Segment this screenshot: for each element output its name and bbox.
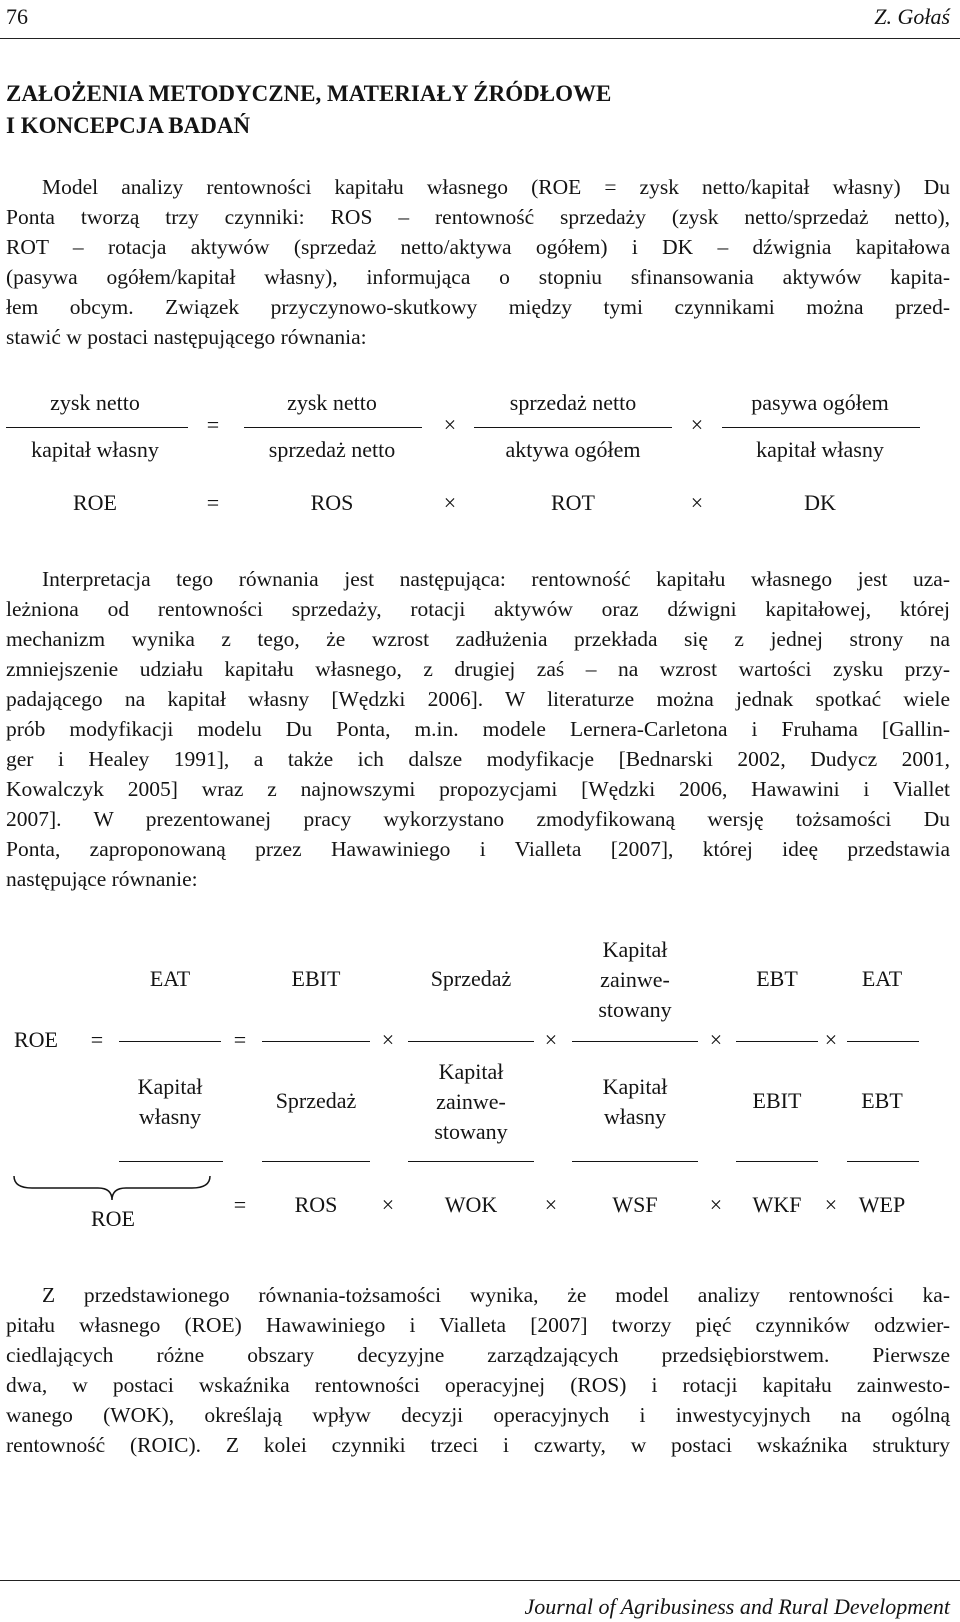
paragraph-line: (pasywa ogółem/kapitał własny), informująca o stopniu sfinansowania aktywów kapita- — [6, 265, 950, 289]
times-sign: × — [544, 1192, 558, 1217]
equals-sign: = — [90, 1027, 104, 1052]
running-author: Z. Gołaś — [874, 4, 950, 29]
fraction-bar — [408, 1041, 534, 1042]
paragraph-line: stawić w postaci następującego równania: — [6, 325, 367, 349]
page-number: 76 — [6, 4, 28, 29]
eq1-denominator: aktywa ogółem — [505, 437, 641, 462]
footer-rule — [0, 1580, 960, 1581]
fraction-bar — [736, 1041, 818, 1042]
fraction-bar — [262, 1041, 370, 1042]
paragraph-line: wanego (WOK), określają wpływ decyzji operacyjnych i inwestycyjnych na ogólną — [6, 1403, 950, 1427]
eq2-symbol-ros: ROS — [294, 1192, 338, 1217]
paragraph-line: ciedlających różne obszary decyzyjne zarządzających przedsiębiorstwem. Pierwsze — [6, 1343, 950, 1367]
eq2-numerator: EBIT — [291, 966, 341, 991]
eq2-numerator: Sprzedaż — [430, 966, 512, 991]
eq2-denominator: Kapitał własny — [137, 1074, 203, 1129]
underbar — [572, 1161, 698, 1162]
eq1-numerator: zysk netto — [50, 390, 140, 415]
eq2-numerator: Kapitał zainwe- stowany — [598, 937, 672, 1022]
paragraph-line: Z przedstawionego równania-tożsamości wynika, że model analizy rentowności ka- — [42, 1283, 950, 1307]
eq1-symbol-roe: ROE — [73, 490, 117, 515]
underbar — [847, 1161, 919, 1162]
times-sign: × — [443, 490, 457, 515]
paragraph-line: pitału własnego (ROE) Hawawiniego i Vialleta [2007] tworzy pięć czynników odzwier- — [6, 1313, 950, 1337]
equals-sign: = — [233, 1027, 247, 1052]
eq2-numerator: EAT — [149, 966, 191, 991]
underbar — [736, 1161, 818, 1162]
eq2-denominator: EBT — [861, 1088, 903, 1113]
eq2-symbol-wsf: WSF — [612, 1192, 658, 1217]
paragraph-line: zmniejszenie udziału kapitału własnego, z drugiej zaś – na wzrost wartości zysku przy- — [6, 657, 950, 681]
eq1-denominator: kapitał własny — [31, 437, 159, 462]
times-sign: × — [381, 1027, 395, 1052]
eq2-denominator: EBIT — [752, 1088, 802, 1113]
times-sign: × — [709, 1027, 723, 1052]
eq2-symbol-wkf: WKF — [752, 1192, 802, 1217]
section-heading-line-2: I KONCEPCJA BADAŃ — [6, 113, 251, 138]
paragraph-line: łem obcym. Związek przyczynowo-skutkowy między tymi czynnikami można przed- — [6, 295, 950, 319]
paragraph-line: następujące równanie: — [6, 867, 198, 891]
eq2-brace-label-roe: ROE — [91, 1206, 135, 1231]
underbar — [119, 1161, 223, 1162]
eq2-symbol-wep: WEP — [858, 1192, 906, 1217]
paragraph-line: 2007]. W prezentowanej pracy wykorzystano zmodyfikowaną wersję tożsamości Du — [6, 807, 950, 831]
times-sign: × — [824, 1192, 838, 1217]
underbrace-icon — [12, 1172, 212, 1204]
eq1-numerator: pasywa ogółem — [751, 390, 889, 415]
journal-title: Journal of Agribusiness and Rural Development — [524, 1594, 950, 1619]
eq2-denominator: Sprzedaż — [275, 1088, 357, 1113]
eq1-numerator: zysk netto — [287, 390, 377, 415]
paragraph-line: Ponta, zaproponowaną przez Hawawiniego i Vialleta [2007], której ideę przedstawia — [6, 837, 950, 861]
underbar — [262, 1161, 370, 1162]
eq2-denominator: Kapitał własny — [602, 1074, 668, 1129]
times-sign: × — [709, 1192, 723, 1217]
eq1-numerator: sprzedaż netto — [509, 390, 637, 415]
equals-sign: = — [206, 490, 220, 515]
paragraph-3 — [6, 1280, 950, 1460]
paragraph-line: ROT – rotacja aktywów (sprzedaż netto/aktywa ogółem) i DK – dźwignia kapitałowa — [6, 235, 950, 259]
paragraph-line: mechanizm wynika z tego, że wzrost zadłużenia przekłada się z jednej strony na — [6, 627, 950, 651]
times-sign: × — [381, 1192, 395, 1217]
eq2-numerator: EAT — [861, 966, 903, 991]
underbar — [408, 1161, 534, 1162]
times-sign: × — [690, 412, 704, 437]
equals-sign: = — [206, 412, 220, 437]
eq2-denominator: Kapitał zainwe- stowany — [434, 1059, 508, 1144]
fraction-bar — [119, 1041, 221, 1042]
paragraph-line: rentowność (ROIC). Z kolei czynniki trzeci i czwarty, w postaci wskaźnika struktury — [6, 1433, 950, 1457]
paragraph-line: Kowalczyk 2005] wraz z najnowszymi propozycjami [Wędzki 2006, Hawawini i Viallet — [6, 777, 950, 801]
eq1-denominator: sprzedaż netto — [268, 437, 396, 462]
paragraph-line: dwa, w postaci wskaźnika rentowności operacyjnej (ROS) i rotacji kapitału zainwesto- — [6, 1373, 950, 1397]
eq1-symbol-rot: ROT — [551, 490, 595, 515]
eq1-denominator: kapitał własny — [756, 437, 884, 462]
equals-sign: = — [233, 1192, 247, 1217]
times-sign: × — [690, 490, 704, 515]
paragraph-line: leżniona od rentowności sprzedaży, rotacji aktywów oraz dźwigni kapitałowej, której — [6, 597, 950, 621]
fraction-bar — [847, 1041, 919, 1042]
paragraph-line: Model analizy rentowności kapitału własnego (ROE = zysk netto/kapitał własny) Du — [42, 175, 950, 199]
times-sign: × — [824, 1027, 838, 1052]
fraction-bar — [572, 1041, 698, 1042]
section-heading-line-1: ZAŁOŻENIA METODYCZNE, MATERIAŁY ŹRÓDŁOWE — [6, 81, 612, 106]
eq2-symbol-wok: WOK — [444, 1192, 498, 1217]
eq2-numerator: EBT — [756, 966, 798, 991]
eq1-symbol-ros: ROS — [310, 490, 354, 515]
paragraph-line: ger i Healey 1991], a także ich dalsze modyfikacje [Bednarski 2002, Dudycz 2001, — [6, 747, 950, 771]
times-sign: × — [443, 412, 457, 437]
paragraph-line: prób modyfikacji modelu Du Ponta, m.in. modele Lernera-Carletona i Fruhama [Gallin- — [6, 717, 950, 741]
times-sign: × — [544, 1027, 558, 1052]
paragraph-line: padającego na kapitał własny [Wędzki 2006]. W literaturze można jednak spotkać wiele — [6, 687, 950, 711]
eq2-lhs-roe: ROE — [14, 1027, 58, 1052]
paragraph-line: Ponta tworzą trzy czynniki: ROS – rentowność sprzedaży (zysk netto/sprzedaż netto), — [6, 205, 950, 229]
eq1-symbol-dk: DK — [804, 490, 836, 515]
paragraph-line: Interpretacja tego równania jest następująca: rentowność kapitału własnego jest uza- — [42, 567, 950, 591]
